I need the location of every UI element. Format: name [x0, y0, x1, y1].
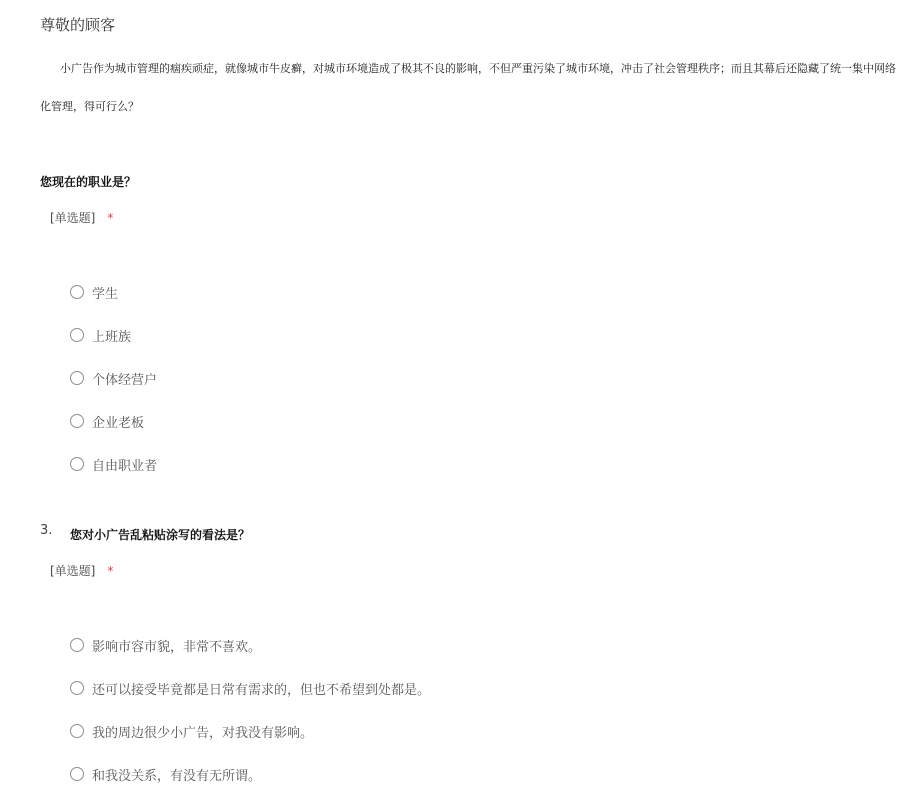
radio-button[interactable]	[70, 285, 84, 299]
option-label: 学生	[92, 287, 119, 302]
question-title: 您对小广告乱粘贴涂写的看法是？	[70, 528, 251, 542]
option-self-employed[interactable]	[70, 357, 157, 400]
question-type	[50, 562, 113, 579]
radio-button[interactable]	[70, 457, 84, 471]
option-freelancer[interactable]	[70, 443, 157, 486]
options-list	[70, 624, 430, 796]
radio-button[interactable]	[70, 638, 84, 652]
option-no-impact[interactable]	[70, 710, 430, 753]
option-label: 个体经营户	[92, 373, 158, 388]
option-acceptable[interactable]	[70, 667, 430, 710]
radio-button[interactable]	[70, 328, 84, 342]
option-label: 上班族	[92, 330, 132, 345]
survey-greeting: 尊敬的顾客	[40, 16, 116, 34]
question-type-label: [单选题]	[50, 211, 96, 225]
option-office-worker[interactable]	[70, 314, 157, 357]
option-student[interactable]	[70, 271, 157, 314]
question-number: 3.	[40, 523, 53, 538]
radio-button[interactable]	[70, 681, 84, 695]
option-label: 和我没关系，有没有无所谓。	[92, 769, 262, 784]
required-mark: *	[107, 564, 114, 578]
option-label: 企业老板	[92, 416, 145, 431]
option-business-owner[interactable]	[70, 400, 157, 443]
option-indifferent[interactable]	[70, 753, 430, 796]
question-type	[50, 209, 113, 226]
radio-button[interactable]	[70, 371, 84, 385]
options-list	[70, 271, 157, 486]
option-label: 我的周边很少小广告，对我没有影响。	[92, 726, 314, 741]
radio-button[interactable]	[70, 724, 84, 738]
option-label: 影响市容市貌，非常不喜欢。	[92, 640, 262, 655]
question-type-label: [单选题]	[50, 564, 96, 578]
option-dislike[interactable]	[70, 624, 430, 667]
option-label: 自由职业者	[92, 459, 158, 474]
radio-button[interactable]	[70, 767, 84, 781]
survey-intro: 小广告作为城市管理的痼疾顽症，就像城市牛皮癣，对城市环境造成了极其不良的影响，不但严重污染了城市环境，冲击了社会管理秩序；而且其幕后还隐藏了统一集中网络化管理，得可行么？	[40, 62, 896, 113]
option-label: 还可以接受毕竟都是日常有需求的，但也不希望到处都是。	[92, 683, 431, 698]
radio-button[interactable]	[70, 414, 84, 428]
question-title: 您现在的职业是？	[40, 175, 137, 189]
required-mark: *	[107, 211, 114, 225]
